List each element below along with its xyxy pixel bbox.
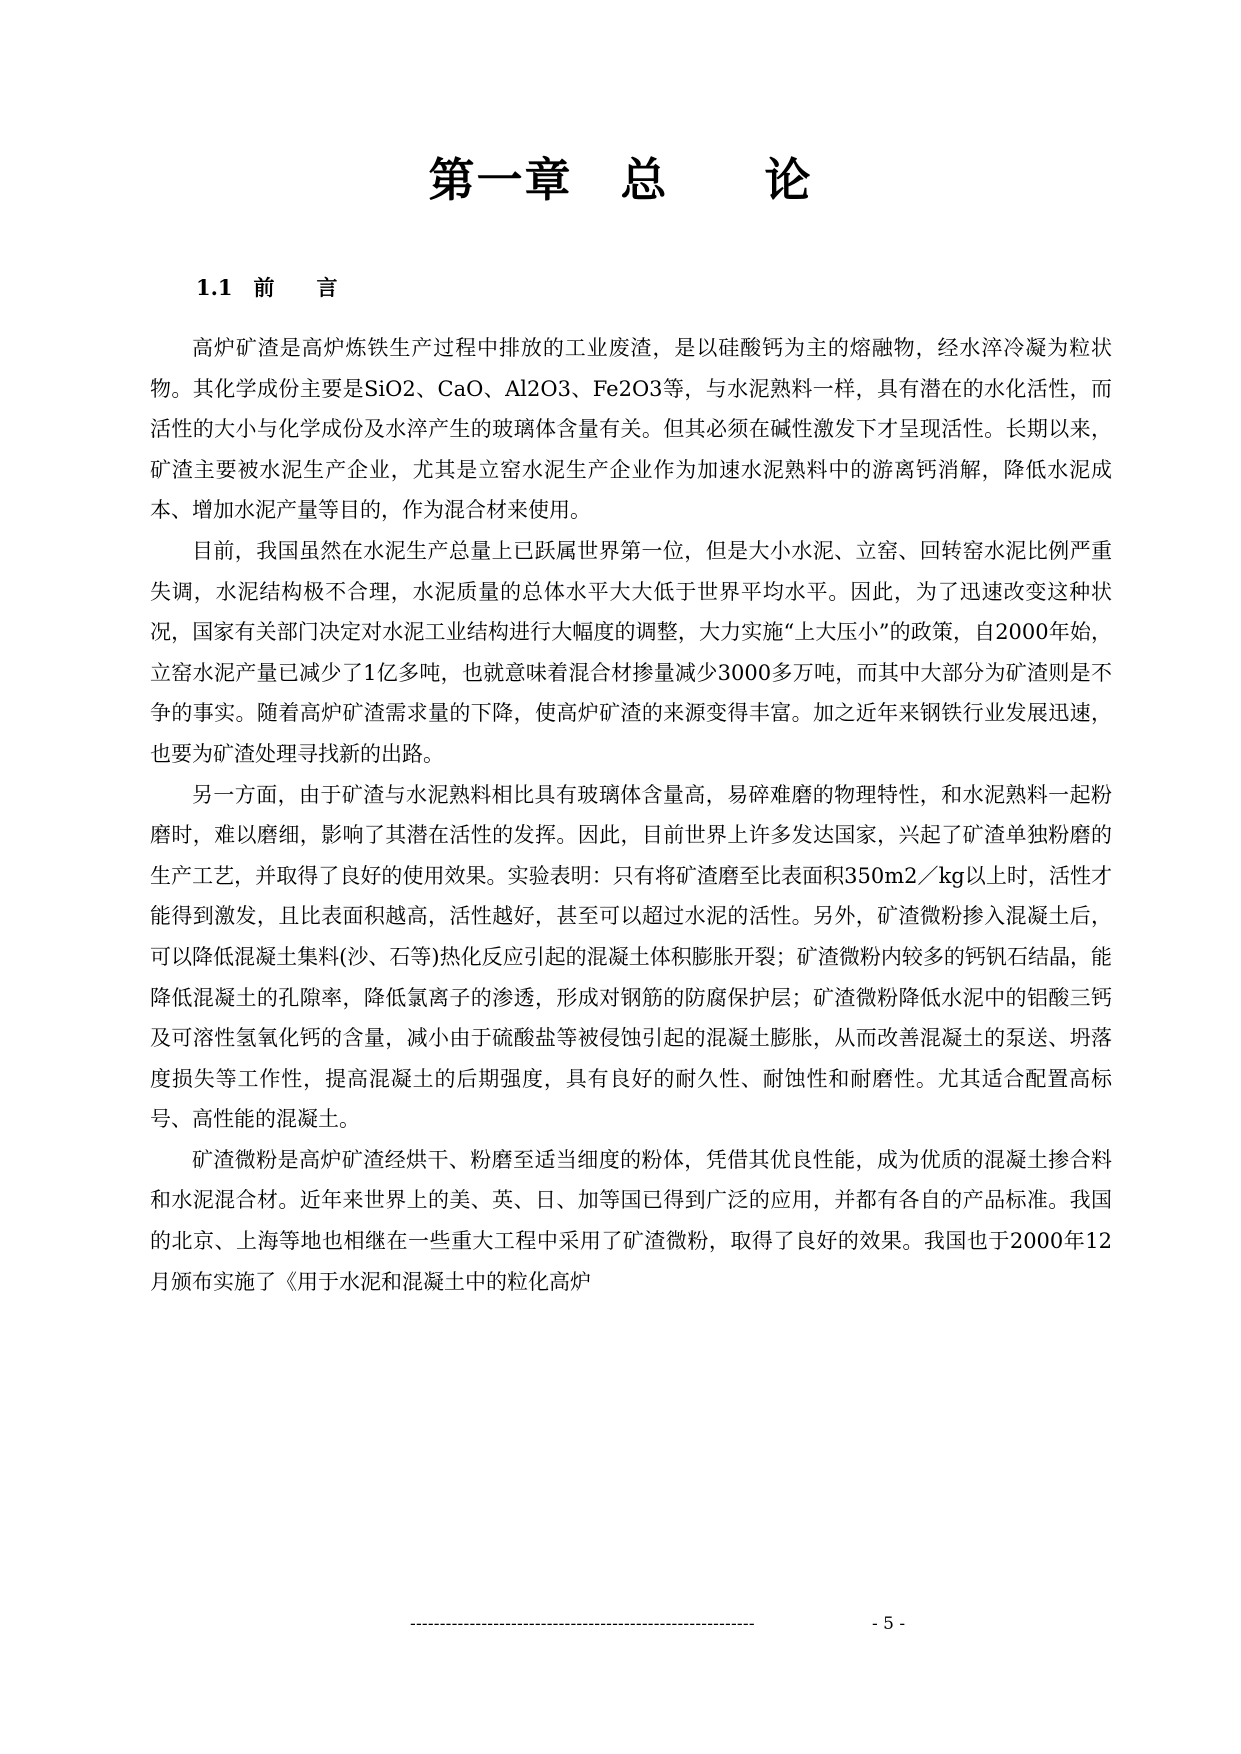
page-number: - 5 -: [872, 1614, 906, 1634]
paragraph: 另一方面，由于矿渣与水泥熟料相比具有玻璃体含量高，易碎难磨的物理特性，和水泥熟料一起粉磨时，难以磨细，影响了其潜在活性的发挥。因此，目前世界上许多发达国家，兴起了矿渣单独粉磨的生产工艺，并取得了良好的使用效果。实验表明：只有将矿渣磨至比表面积350m2／kg以上时，活性才能得到激发，且比表面积越高，活性越好，甚至可以超过水泥的活性。另外，矿渣微粉掺入混凝土后，可以降低混凝土集料(沙、石等)热化反应引起的混凝土体积膨胀开裂；矿渣微粉内较多的钙钒石结晶，能降低混凝土的孔隙率，降低氯离子的渗透，形成对钢筋的防腐保护层；矿渣微粉降低水泥中的铝酸三钙及可溶性氢氧化钙的含量，减小由于硫酸盐等被侵蚀引起的混凝土膨胀，从而改善混凝土的泵送、坍落度损失等工作性，提高混凝土的后期强度，具有良好的耐久性、耐蚀性和耐磨性。尤其适合配置高标号、高性能的混凝土。: [150, 782, 1112, 1132]
body-text: [150, 328, 1112, 1302]
paragraph: 矿渣微粉是高炉矿渣经烘干、粉磨至适当细度的粉体，凭借其优良性能，成为优质的混凝土掺合料和水泥混合材。近年来世界上的美、英、日、加等国已得到广泛的应用，并都有各自的产品标准。我国的北京、上海等地也相继在一些重大工程中采用了矿渣微粉，取得了良好的效果。我国也于2000年12月颁布实施了《用于水泥和混凝土中的粒化高炉: [150, 1147, 1112, 1294]
paragraph: 目前，我国虽然在水泥生产总量上已跃属世界第一位，但是大小水泥、立窑、回转窑水泥比例严重失调，水泥结构极不合理，水泥质量的总体水平大大低于世界平均水平。因此，为了迅速改变这种状况，国家有关部门决定对水泥工业结构进行大幅度的调整，大力实施“上大压小”的政策，自2000年始，立窑水泥产量已减少了1亿多吨，也就意味着混合材掺量减少3000多万吨，而其中大部分为矿渣则是不争的事实。随着高炉矿渣需求量的下降，使高炉矿渣的来源变得丰富。加之近年来钢铁行业发展迅速，也要为矿渣处理寻找新的出路。: [150, 538, 1112, 766]
paragraph: 高炉矿渣是高炉炼铁生产过程中排放的工业废渣，是以硅酸钙为主的熔融物，经水淬冷凝为粒状物。其化学成份主要是SiO2、CaO、Al2O3、Fe2O3等，与水泥熟料一样，具有潜在的水化活性，而活性的大小与化学成份及水淬产生的玻璃体含量有关。但其必须在碱性激发下才呈现活性。长期以来，矿渣主要被水泥生产企业，尤其是立窑水泥生产企业作为加速水泥熟料中的游离钙消解，降低水泥成本、增加水泥产量等目的，作为混合材来使用。: [150, 336, 1112, 523]
footer-rule: ----------------------------------------------------------: [410, 1614, 755, 1634]
section-heading: 1.1 前 言: [196, 275, 338, 300]
chapter-title: 第一章 总 论: [428, 153, 813, 207]
